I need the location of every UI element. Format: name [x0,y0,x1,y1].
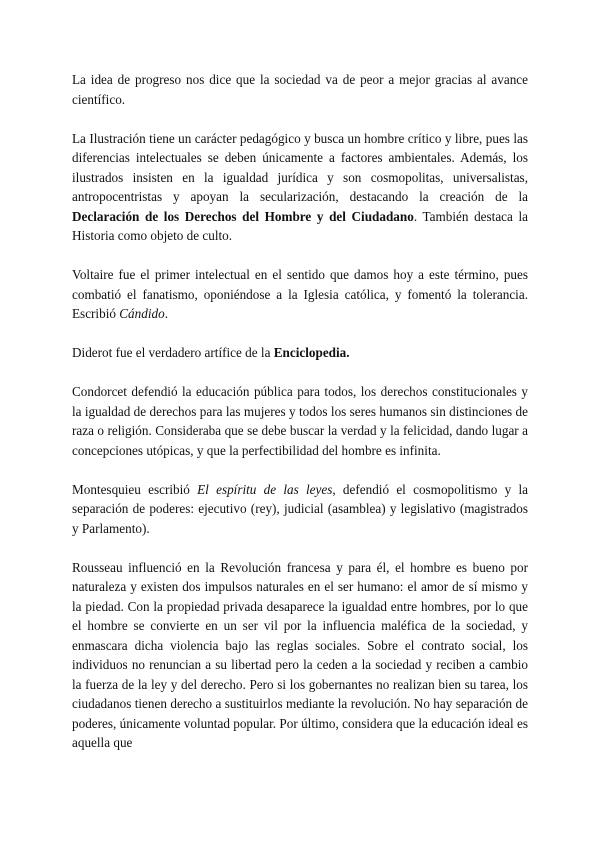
paragraph-text: . También destaca la Historia como objeto de culto. [72,208,528,243]
paragraph-voltaire [72,265,528,324]
paragraph-text: , defendió el cosmopolitismo y la separación de poderes: ejecutivo (rey), judicial (asamblea) y legislativo (magistrados y Parlamento). [72,481,528,536]
paragraph-montesquieu [72,480,528,539]
paragraph-text: Condorcet defendió la educación pública para todos, los derechos constitucionales y la igualdad de derechos para las mujeres y todos los seres humanos sin distinciones de raza o religión. Consideraba que se debe buscar la verdad y la felicidad, dando lugar a concepciones utópicas, y que la perfectibilidad del hombre es infinita. [72,384,528,458]
candido-title: Cándido [119,306,165,321]
paragraph-text: Montesquieu escribió [72,481,198,497]
paragraph-text: Rousseau influenció en la Revolución francesa y para él, el hombre es bueno por naturaleza y existen dos impulsos naturales en el ser humano: el amor de sí mismo y la piedad. Con la propiedad privada desaparece la igualdad entre hombres, por lo que el hombre se convierte en un ser vil por la influencia maléfica de la sociedad, y enmascara dicha violencia bajo las reglas sociales. Sobre el contrato social, los individuos no renuncian a su libertad pero la ceden a la sociedad y reciben a cambio la fuerza de la ley y del derecho. Pero si los gobernantes no realizan bien su tarea, los ciudadanos tienen derecho a sustituirlos mediante la revolución. No hay separación de poderes, únicamente voluntad popular. Por último, considera que la educación ideal es aquella que [72,559,528,750]
paragraph-text: La idea de progreso nos dice que la sociedad va de peor a mejor gracias al avance científico. [72,72,528,107]
paragraph-rousseau [72,558,528,753]
paragraph-diderot [72,343,528,363]
paragraph-ilustracion [72,129,528,246]
enciclopedia-bold: Enciclopedia. [273,345,350,360]
paragraph-condorcet [72,382,528,460]
paragraph-progreso [72,70,528,109]
paragraph-text: Voltaire fue el primer intelectual en el sentido que damos hoy a este término, pues combatió el fanatismo, oponiéndose a la Iglesia católica, y fomentó la tolerancia. Escribió [72,267,528,321]
declaracion-derechos-bold: Declaración de los Derechos del Hombre y del Ciudadano [72,208,414,224]
paragraph-text: La Ilustración tiene un carácter pedagógico y busca un hombre crítico y libre, pues las diferencias intelectuales se deben únicamente a factores ambientales. Además, los ilustrados insisten en la igualdad jurídica y son cosmopolitas, universalistas, antropocentristas y apoyan la secularización, destacando la creación de la [72,130,528,204]
espiritu-leyes-title: El espíritu de las leyes [197,481,333,497]
document-page [72,70,528,772]
paragraph-text: . [164,306,168,321]
paragraph-text: Diderot fue el verdadero artífice de la [72,345,274,360]
